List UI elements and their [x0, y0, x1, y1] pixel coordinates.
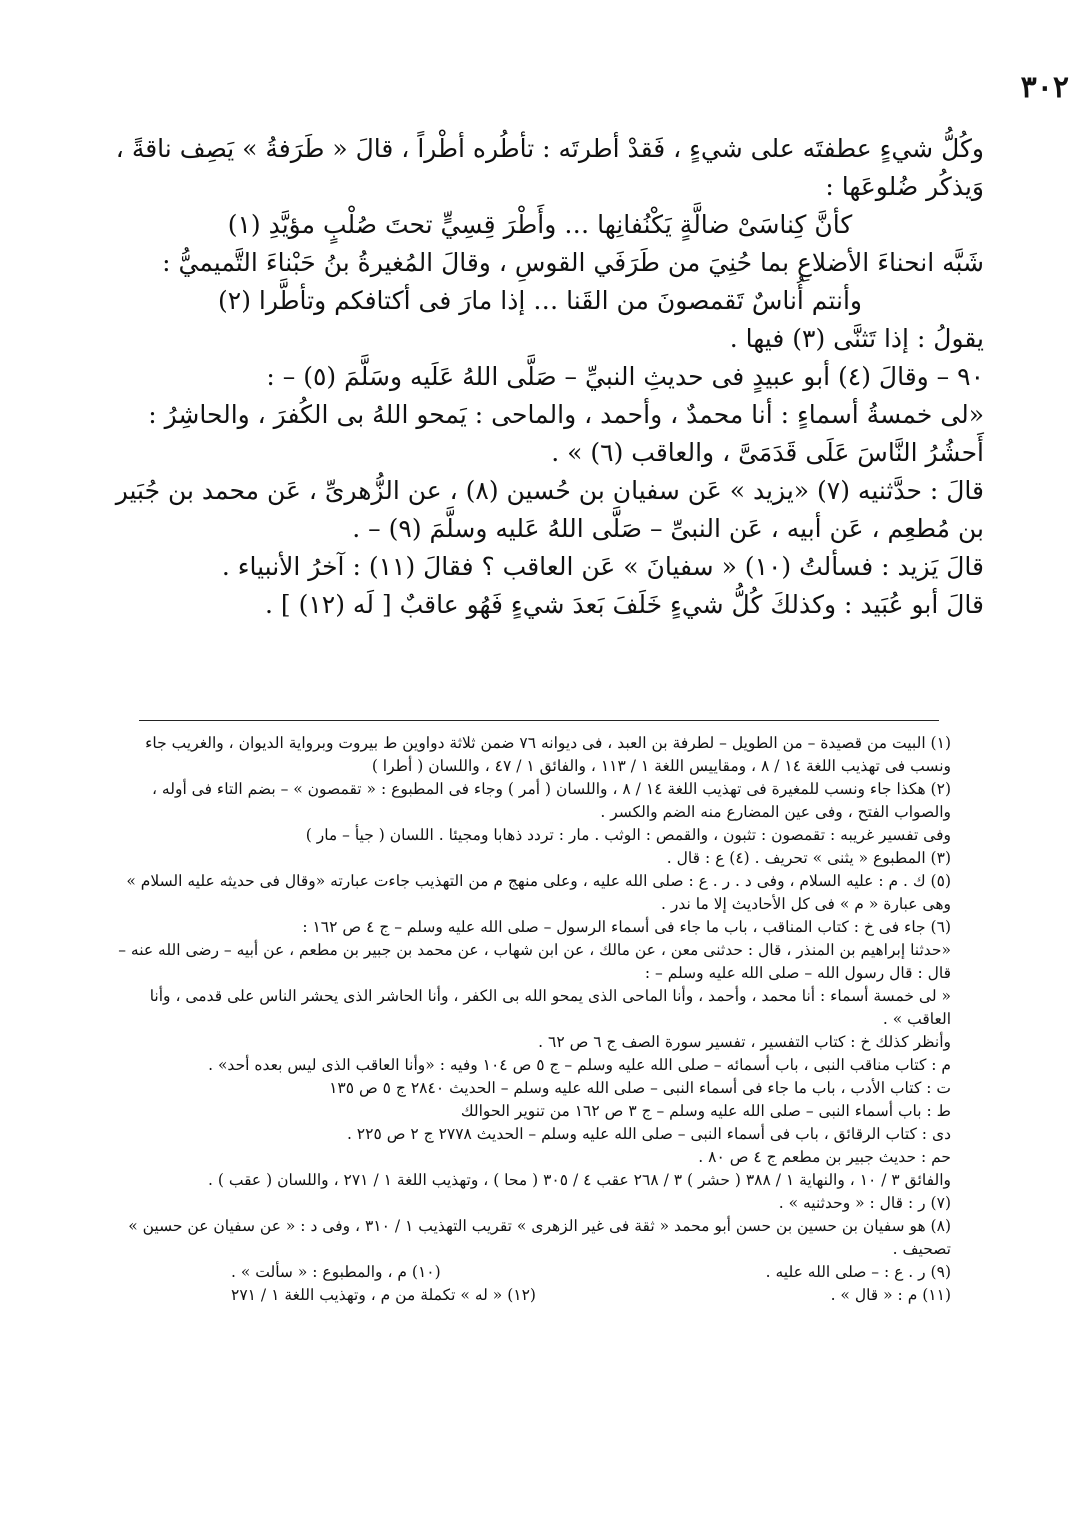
- hadith-quote: «لى خمسةُ أسماءٍ : أنا محمدٌ ، وأحمد ، والماحى : يَمحو اللهُ بى الكُفرَ ، والحاشِرُ : أَحشُرُ النَّاسَ عَلَى قَدَمَىَّ ، والعاقب (٦) » .: [148, 400, 984, 467]
- footnote: (٩) ر . ع : – صلى الله عليه .: [765, 1263, 951, 1281]
- footnote: دى : كتاب الرقائق ، باب فى أسماء النبى – صلى الله عليه وسلم – الحديث ٢٧٧٨ ج ٢ ص ٢٢٥ .: [346, 1125, 951, 1143]
- text-paragraph: قالَ يَزيد : فسألتُ (١٠) « سفيانَ » عَن العاقب ؟ فقالَ (١١) : آخرُ الأنبياء .: [221, 552, 984, 581]
- footnote: ط : باب أسماء النبى – صلى الله عليه وسلم – ج ٣ ص ١٦٢ من تنوير الحوالك: [460, 1102, 951, 1120]
- footnote: «حدثنا إبراهيم بن المنذر ، قال : حدثنى معن ، عن مالك ، عن ابن شهاب ، عن محمد بن جبير بن مطعم ، عن أبيه – رضى الله عنه – قال : قال رسول الله – صلى الله عليه وسلم – :: [118, 941, 951, 982]
- footnote: « لى خمسة أسماء : أنا محمد ، وأحمد ، وأنا الماحى الذى يمحو الله بى الكفر ، وأنا الحاشر الذى يحشر الناس على قدمى ، وأنا العاقب » .: [149, 987, 951, 1028]
- text-paragraph: يقولُ : إذا تَثنَّى (٣) فيها .: [729, 324, 984, 353]
- footnote-pair: [111, 1261, 951, 1284]
- footnote: (١٠) م ، والمطبوع : « سألت » .: [231, 1263, 441, 1281]
- text-paragraph: شَبَّه انحناءَ الأضلاعِ بما حُنِيَ من طَرَفَي القوسِ ، وقالَ المُغيرةُ بنُ حَبْناءَ التَّميميُّ :: [162, 248, 984, 277]
- text-paragraph: قالَ : حدَّثنيه (٧) «يزيد » عَن سفيان بن حُسين (٨) ، عن الزُّهرىِّ ، عَن محمد بن جُبَير بن مُطعِم ، عَن أبيه ، عَن النبىِّ – صَلَّى اللهُ عَليه وسلَّمَ (٩) – .: [115, 476, 984, 543]
- footnote: وأنظر كذلك خ : كتاب التفسير ، تفسير سورة الصف ج ٦ ص ٦٢ .: [538, 1033, 951, 1051]
- page-number: ٣٠٢: [1020, 70, 1069, 105]
- footnote: (٨) هو سفيان بن حسين بن حسن أبو محمد « ثقة فى غير الزهرى » تقريب التهذيب ١ / ٣١٠ ، وفى د : « عن سفيان عن حسين » تصحيف .: [128, 1217, 951, 1258]
- footnote: (١٢) « له » تكملة من م ، وتهذيب اللغة ١ / ٢٧١: [231, 1286, 536, 1304]
- footnote: (١١) م : « قال » .: [830, 1286, 951, 1304]
- footnote: والفائق ٣ / ١٠ ، والنهاية ١ / ٣٨٨ ( حشر ) ٣ / ٢٦٨ عقب ٤ / ٣٠٥ ( محا ) ، وتهذيب اللغة ١ / ٢٧١ ، واللسان ( عقب ) .: [208, 1171, 951, 1189]
- poetry-verse: وأنتم أُناسٌ تَقمصونَ من القَنا … إذا مارَ فى أكتافكم وتأطَّرا (٢): [218, 286, 862, 315]
- footnote: (٦) جاء فى خ : كتاب المناقب ، باب ما جاء فى أسماء الرسول – صلى الله عليه وسلم – ج ٤ ص ١٦٢ :: [302, 918, 951, 936]
- entry-heading: ٩٠ – وقالَ (٤) أبو عبيدٍ فى حديثِ النبيِّ – صَلَّى اللهُ عَلَيه وسَلَّمَ (٥) – :: [266, 362, 984, 391]
- footnote: (٣) المطبوع « يثنى » تحريف . (٤) ع : قال .: [666, 849, 951, 867]
- main-text: [96, 130, 984, 624]
- footnote: (٢) هكذا جاء ونسب للمغيرة فى تهذيب اللغة ١٤ / ٨ ، واللسان ( أمر ) وجاء فى المطبوع : « تقمصون » – بضم التاء فى أوله ، والصواب الفتح ، وفى عين المضارع منه الضم والكسر .: [152, 780, 951, 821]
- poetry-verse: كأنَّ كِناسَىْ ضالَّةٍ يَكْنُفانِها … وأَطْرَ قِسِيٍّ تحتَ صُلْبٍ مؤيَّدِ (١): [227, 210, 853, 239]
- footnote: حم : حديث جبير بن مطعم ج ٤ ص ٨٠ .: [698, 1148, 951, 1166]
- footnote: (٧) ر : قال : « وحدثنيه » .: [778, 1194, 951, 1212]
- text-paragraph: قالَ أبو عُبَيد : وكذلكَ كُلُّ شيءٍ خَلَفَ بَعدَ شيءٍ فَهُو عاقبٌ [ لَه (١٢) ] .: [265, 590, 984, 619]
- footnote: (٥) ك . م : عليه السلام ، وفى د . ر . ع : صلى الله عليه ، وعلى منهج م من التهذيب جاءت عبارته «وقال فى حديثه عليه السلام » وهى عبارة « م » فى كل الأحاديث إلا ما ندر .: [126, 872, 951, 913]
- footnote: (١) البيت من قصيدة – من الطويل – لطرفة بن العبد ، فى ديوانه ٧٦ ضمن ثلاثة دواوين ط بيروت وبرواية الديوان ، والغريب جاء ونسب فى تهذيب اللغة ١٤ / ٨ ، ومقاييس اللغة ١ / ١١٣ ، والفائق ١ / ٤٧ ، واللسان ( أطرا ): [145, 734, 951, 775]
- text-paragraph: وكُلُّ شيءٍ عطفتَه على شيءٍ ، فَقدْ أطرتَه : تأطُره أطْراً ، قالَ « طَرَفةُ » يَصِف ناقةً ، وَيذكُر ضُلوعَها :: [115, 134, 984, 201]
- footnote-pair: [111, 1284, 951, 1307]
- footnote: م : كتاب مناقب النبى ، باب أسمائه – صلى الله عليه وسلم – ج ٥ ص ١٠٤ وفيه : «وأنا العاقب الذى ليس بعده أحد» .: [208, 1056, 951, 1074]
- footnote: ت : كتاب الأدب ، باب ما جاء فى أسماء النبى – صلى الله عليه وسلم – الحديث ٢٨٤٠ ج ٥ ص ١٣٥: [329, 1079, 951, 1097]
- footnote: وفى تفسير غريبه : تقمصون : تثبون ، والقمص : الوثب . مار : تردد ذهابا ومجيئا . اللسان ( جيأ – مار ): [305, 826, 951, 844]
- footnotes: [111, 732, 951, 1307]
- footnote-divider: [139, 720, 939, 721]
